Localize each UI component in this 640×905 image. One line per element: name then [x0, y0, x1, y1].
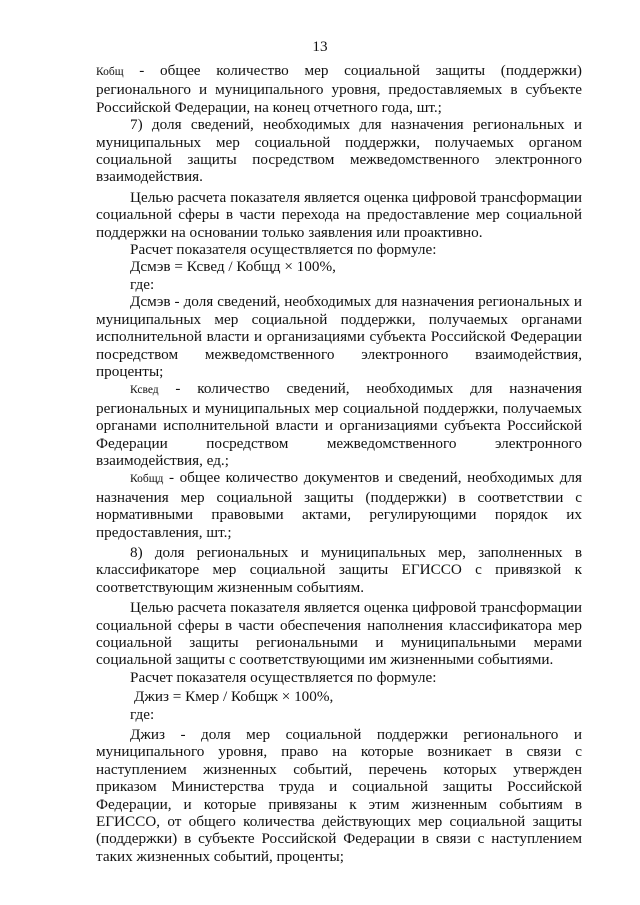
document-body	[96, 62, 582, 865]
definition-k-obshchd: Кобщд - общее количество документов и сведений, необходимых для назначения мер социальной защиты (поддержки) в соответствии с нормативными правовыми актами, регулирующими порядок их предоставления, шт.;	[96, 469, 582, 541]
item-8-where: где:	[130, 705, 155, 723]
variable-k-obshch: Кобщ	[96, 66, 124, 78]
item-7-where: где:	[130, 275, 155, 293]
definition-d-zhiz: Джиз - доля мер социальной поддержки регионального и муниципального уровня, право на которые возникает в связи с наступлением жизненных событий, перечень которых утвержден приказом Министерства труда и социальной защиты Российской Федерации, и которые привязаны к этим жизненным событиям в ЕГИССО, от общего количества действующих мер социальной защиты (поддержки) в субъекте Российской Федерации в связи с наступлением таких жизненных событий, проценты;	[96, 726, 582, 865]
item-8-purpose: Целью расчета показателя является оценка цифровой трансформации социальной сферы в части обеспечения наполнения классификатора мер социальной защиты региональными и муниципальными мерами социальной защиты с соответствующими им жизненными событиями.	[96, 599, 582, 669]
item-8-heading: 8) доля региональных и муниципальных мер, заполненных в классификаторе мер социальной защиты ЕГИССО с привязкой к соответствующим жизненным событиям.	[96, 543, 582, 596]
item-7-calc-intro: Расчет показателя осуществляется по формуле:	[130, 241, 437, 259]
item-7-purpose: Целью расчета показателя является оценка цифровой трансформации социальной сферы в части перехода на предоставление мер социальной поддержки на основании только заявления или проактивно.	[96, 188, 582, 241]
variable-d-smev: Дсмэв	[130, 293, 171, 311]
item-7-heading: 7) доля сведений, необходимых для назначения региональных и муниципальных мер социальной поддержки, получаемых органом социальной защиты посредством межведомственного электронного взаимодействия.	[96, 116, 582, 186]
definition-d-smev: Дсмэв - доля сведений, необходимых для назначения региональных и муниципальных мер социальной поддержки, получаемых органами исполнительной власти и организациями субъекта Российской Федерации посредством межведомственного электронного взаимодействия, проценты;	[96, 293, 582, 380]
item-7-formula: Дсмэв = Ксвед / Кобщд × 100%,	[130, 258, 336, 276]
definition-k-sved: Ксвед - количество сведений, необходимых для назначения региональных и муниципальных мер социальной поддержки, получаемых органами исполнительной власти и организациями субъекта Российской Федерации посредством межведомственного электронного взаимодействия, ед.;	[96, 380, 582, 469]
variable-d-zhiz: Джиз	[130, 726, 165, 744]
variable-k-sved: Ксвед	[130, 384, 159, 397]
item-8-calc-intro: Расчет показателя осуществляется по формуле:	[130, 668, 437, 686]
definition-k-obshch: Кобщ - общее количество мер социальной защиты (поддержки) регионального и муниципального уровня, предоставляемых в субъекте Российской Федерации, на конец отчетного года, шт.;	[96, 62, 582, 116]
variable-k-obshchd: Кобщд	[130, 473, 164, 486]
page-number: 13	[312, 38, 328, 55]
item-8-formula: Джиз = Кмер / Кобщж × 100%,	[134, 688, 334, 706]
